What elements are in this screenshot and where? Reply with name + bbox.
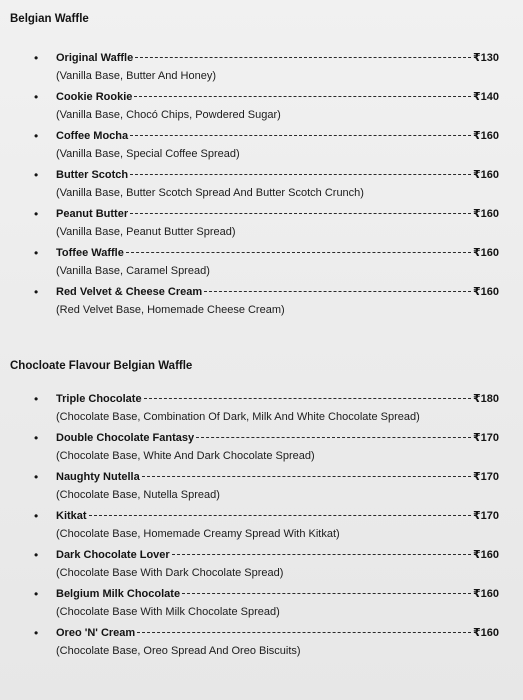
item-name: Dark Chocolate Lover	[56, 549, 170, 561]
dotted-leader	[182, 593, 471, 594]
item-line	[56, 50, 513, 66]
item-line	[56, 245, 513, 261]
item-line	[56, 625, 513, 641]
item-name: Red Velvet & Cheese Cream	[56, 286, 203, 298]
item-line	[56, 128, 513, 144]
menu-item	[10, 245, 513, 284]
menu-list	[10, 50, 513, 323]
menu-item	[10, 625, 513, 664]
dotted-leader	[144, 398, 471, 399]
menu-list	[10, 391, 513, 664]
dotted-leader	[196, 437, 471, 438]
bullet: •	[34, 207, 39, 221]
dotted-leader	[137, 632, 471, 633]
bullet: •	[34, 470, 39, 484]
bullet: •	[34, 51, 39, 65]
item-line	[56, 284, 513, 300]
bullet: •	[34, 431, 39, 445]
item-description: (Vanilla Base, Chocó Chips, Powdered Sugar)	[56, 109, 281, 121]
item-name: Original Waffle	[56, 52, 134, 64]
item-description: (Chocolate Base With Dark Chocolate Spread)	[56, 567, 284, 579]
item-line	[56, 469, 513, 485]
item-price: ₹160	[472, 286, 499, 298]
item-price: ₹170	[472, 510, 499, 522]
menu-item	[10, 547, 513, 586]
bullet: •	[34, 90, 39, 104]
section-chocolate-belgian-waffle	[10, 359, 513, 664]
item-name: Double Chocolate Fantasy	[56, 432, 195, 444]
item-line	[56, 508, 513, 524]
bullet: •	[34, 168, 39, 182]
item-name: Oreo 'N' Cream	[56, 627, 136, 639]
menu-item	[10, 284, 513, 323]
section-belgian-waffle	[10, 12, 513, 323]
item-description: (Chocolate Base, White And Dark Chocolate Spread)	[56, 450, 315, 462]
item-name: Kitkat	[56, 510, 87, 522]
dotted-leader	[130, 135, 471, 136]
item-line	[56, 89, 513, 105]
dotted-leader	[130, 213, 471, 214]
dotted-leader	[172, 554, 471, 555]
item-description: (Vanilla Base, Peanut Butter Spread)	[56, 226, 236, 238]
item-price: ₹160	[472, 169, 499, 181]
item-price: ₹160	[472, 247, 499, 259]
dotted-leader	[130, 174, 471, 175]
item-line	[56, 430, 513, 446]
item-description: (Vanilla Base, Caramel Spread)	[56, 265, 210, 277]
menu-item	[10, 391, 513, 430]
menu-item	[10, 89, 513, 128]
dotted-leader	[89, 515, 471, 516]
item-description: (Chocolate Base, Homemade Creamy Spread With Kitkat)	[56, 528, 340, 540]
bullet: •	[34, 246, 39, 260]
item-name: Naughty Nutella	[56, 471, 140, 483]
item-description: (Vanilla Base, Butter Scotch Spread And Butter Scotch Crunch)	[56, 187, 364, 199]
item-name: Belgium Milk Chocolate	[56, 588, 181, 600]
item-name: Butter Scotch	[56, 169, 129, 181]
bullet: •	[34, 587, 39, 601]
item-description: (Chocolate Base With Milk Chocolate Spread)	[56, 606, 280, 618]
item-price: ₹160	[472, 627, 499, 639]
item-description: (Vanilla Base, Special Coffee Spread)	[56, 148, 240, 160]
item-line	[56, 391, 513, 407]
dotted-leader	[134, 96, 471, 97]
item-price: ₹160	[472, 588, 499, 600]
item-price: ₹160	[472, 549, 499, 561]
dotted-leader	[126, 252, 471, 253]
item-price: ₹170	[472, 471, 499, 483]
bullet: •	[34, 129, 39, 143]
item-price: ₹180	[472, 393, 499, 405]
item-line	[56, 206, 513, 222]
item-name: Toffee Waffle	[56, 247, 124, 259]
dotted-leader	[135, 57, 471, 58]
item-description: (Chocolate Base, Oreo Spread And Oreo Biscuits)	[56, 645, 301, 657]
dotted-leader	[142, 476, 471, 477]
item-line	[56, 167, 513, 183]
item-price: ₹170	[472, 432, 499, 444]
item-price: ₹130	[472, 52, 499, 64]
bullet: •	[34, 548, 39, 562]
item-name: Peanut Butter	[56, 208, 129, 220]
item-description: (Chocolate Base, Nutella Spread)	[56, 489, 220, 501]
menu-item	[10, 508, 513, 547]
section-title: Chocloate Flavour Belgian Waffle	[10, 360, 193, 372]
menu-item	[10, 430, 513, 469]
menu-item	[10, 50, 513, 89]
bullet: •	[34, 392, 39, 406]
menu-item	[10, 206, 513, 245]
bullet: •	[34, 509, 39, 523]
item-line	[56, 547, 513, 563]
menu-item	[10, 167, 513, 206]
item-price: ₹160	[472, 130, 499, 142]
item-description: (Vanilla Base, Butter And Honey)	[56, 70, 216, 82]
bullet: •	[34, 626, 39, 640]
item-name: Triple Chocolate	[56, 393, 142, 405]
item-name: Coffee Mocha	[56, 130, 129, 142]
item-price: ₹160	[472, 208, 499, 220]
item-description: (Chocolate Base, Combination Of Dark, Milk And White Chocolate Spread)	[56, 411, 420, 423]
item-description: (Red Velvet Base, Homemade Cheese Cream)	[56, 304, 285, 316]
bullet: •	[34, 285, 39, 299]
item-line	[56, 586, 513, 602]
menu-item	[10, 469, 513, 508]
dotted-leader	[204, 291, 471, 292]
section-title: Belgian Waffle	[10, 13, 89, 25]
menu-item	[10, 586, 513, 625]
item-name: Cookie Rookie	[56, 91, 133, 103]
item-price: ₹140	[472, 91, 499, 103]
menu-item	[10, 128, 513, 167]
